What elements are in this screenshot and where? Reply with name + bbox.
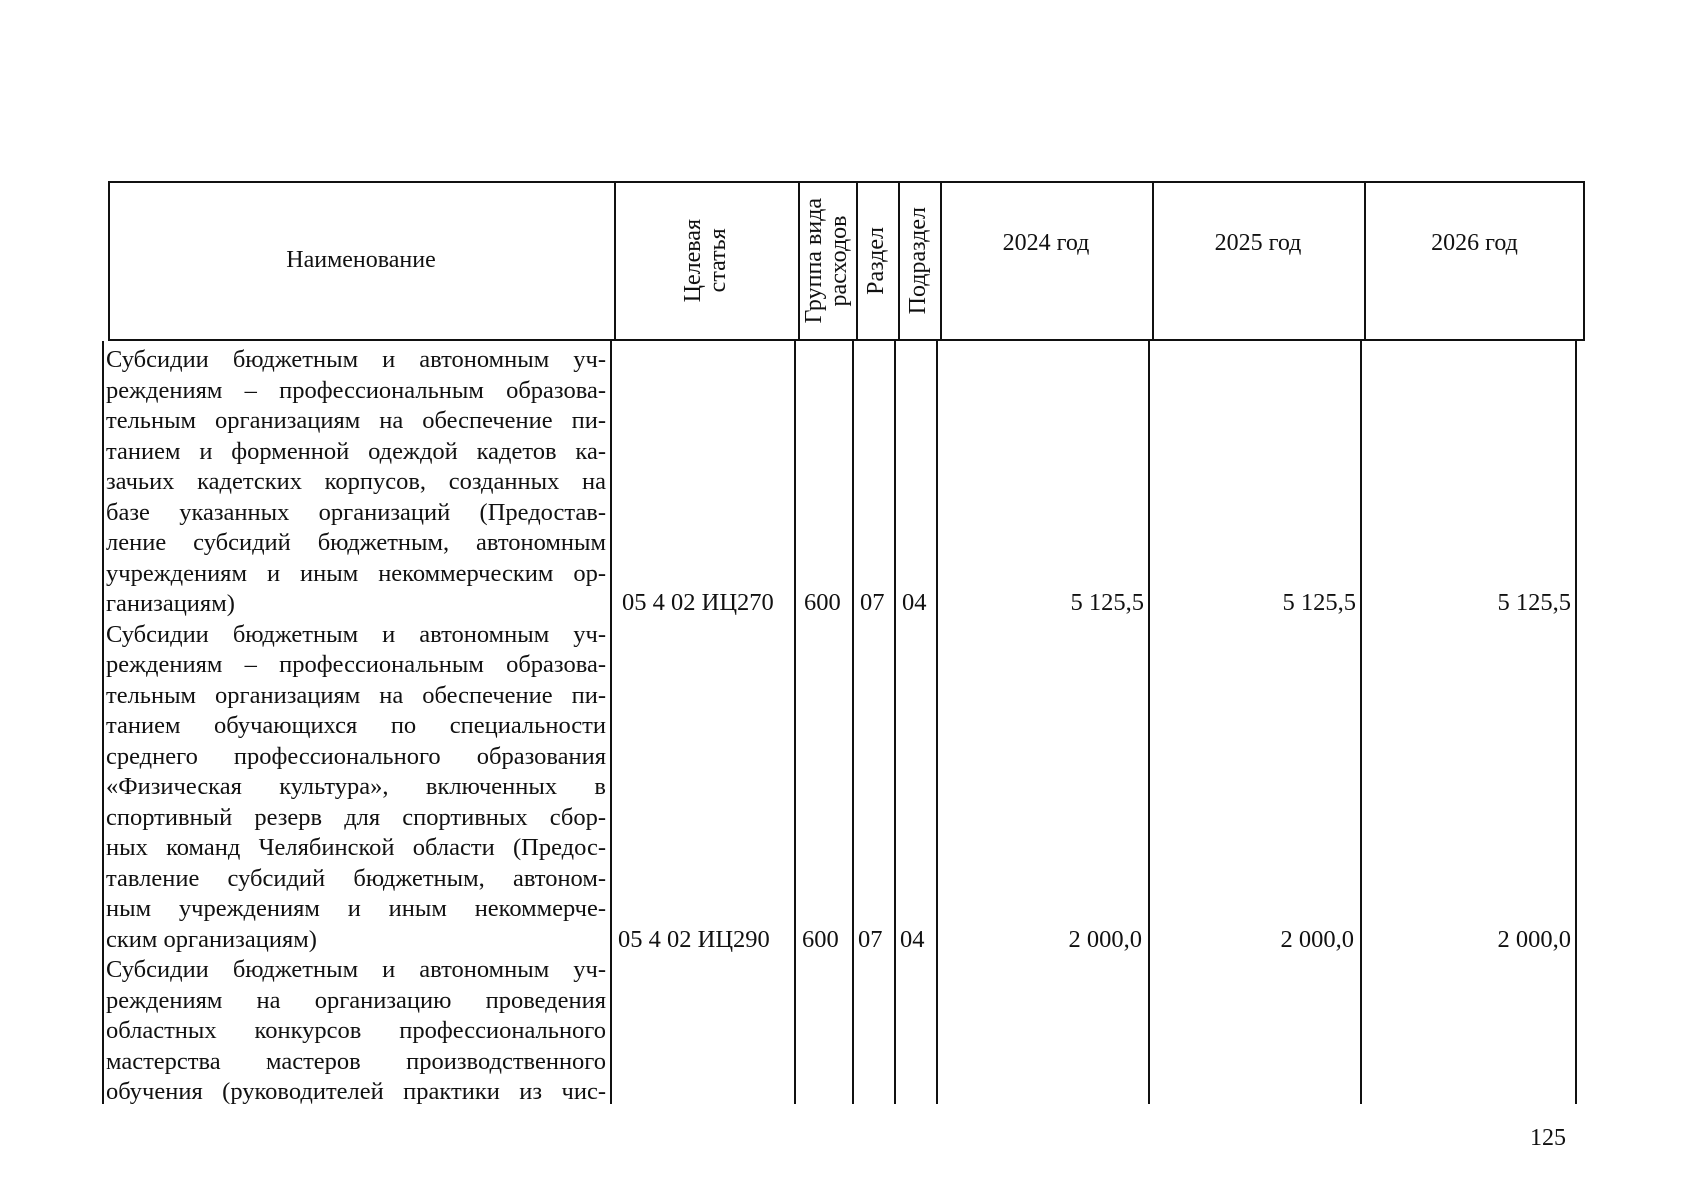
row2-2026: 2 000,0 — [1497, 926, 1571, 953]
row1-name-line: базе указанных организаций (Предостав- — [106, 498, 606, 526]
row1-name-line: танием и форменной одеждой кадетов ка- — [106, 437, 606, 465]
header-2024: 2024 год — [1002, 230, 1090, 256]
row1-2026: 5 125,5 — [1497, 589, 1571, 616]
name-column — [106, 345, 606, 1108]
row1-name-line: зачьих кадетских корпусов, созданных на — [106, 468, 606, 495]
row2-2025: 2 000,0 — [1280, 926, 1354, 953]
row2-name-line: ным учреждениям и иным некоммерче- — [106, 895, 606, 922]
header-name-text: Наименование — [286, 247, 436, 274]
header-2025: 2025 год — [1214, 230, 1302, 256]
header-section-text: Раздел — [863, 227, 890, 295]
row2-name-line: тельным организациям на обеспечение пи- — [106, 681, 606, 709]
body-left-border — [102, 341, 104, 1104]
row3-name-line: областных конкурсов профессионального — [106, 1017, 606, 1044]
header-subsection — [898, 181, 940, 341]
header-group-text: Группа вида расходов — [800, 198, 852, 324]
row1-name-line: тельным организациям на обеспечение пи- — [106, 407, 606, 434]
row1-group: 600 — [804, 589, 841, 616]
page-number: 125 — [1530, 1125, 1566, 1151]
body-col-divider — [852, 341, 854, 1104]
row2-name-line: танием обучающихся по специальности — [106, 712, 606, 739]
row3-name-line: реждениям на организацию проведения — [106, 986, 606, 1014]
row2-name-line: тавление субсидий бюджетным, автоном- — [106, 864, 606, 892]
row2-2024: 2 000,0 — [1068, 926, 1142, 953]
row1-name-line: ганизациям) — [106, 590, 235, 617]
row1-name-line: Субсидии бюджетным и автономным уч- — [106, 346, 606, 373]
row1-name-line: реждениям – профессиональным образова- — [106, 376, 606, 404]
body-col-divider — [1360, 341, 1362, 1104]
header-group — [798, 181, 856, 341]
row2-section: 07 — [858, 926, 883, 953]
row1-section: 07 — [860, 589, 885, 616]
body-col-divider — [1148, 341, 1150, 1104]
row2-name-line: ных команд Челябинской области (Предос- — [106, 834, 606, 861]
body-col-divider — [1575, 341, 1577, 1104]
body-col-divider — [936, 341, 938, 1104]
row2-target: 05 4 02 ИЦ290 — [618, 926, 770, 953]
row2-subsection: 04 — [900, 926, 925, 953]
row3-name-line: обучения (руководителей практики из чис- — [106, 1078, 606, 1105]
row1-name-line: учреждениям и иным некоммерческим ор- — [106, 559, 606, 587]
row1-subsection: 04 — [902, 589, 927, 616]
header-subsection-text: Подраздел — [905, 207, 932, 315]
row2-name-line: спортивный резерв для спортивных сбор- — [106, 803, 606, 831]
row1-2025: 5 125,5 — [1282, 589, 1356, 616]
header-2026: 2026 год — [1431, 230, 1518, 256]
row2-name-line: ским организациям) — [106, 925, 317, 953]
header-target-text: Целевая статья — [679, 219, 731, 303]
body-col-divider — [794, 341, 796, 1104]
row2-name-line: Субсидии бюджетным и автономным уч- — [106, 620, 606, 648]
body-col-divider — [894, 341, 896, 1104]
row2-name-line: «Физическая культура», включенных в — [106, 773, 606, 800]
row1-name-line: ление субсидий бюджетным, автономным — [106, 529, 606, 556]
row1-2024: 5 125,5 — [1070, 589, 1144, 616]
row2-group: 600 — [802, 926, 839, 953]
header-section — [856, 181, 898, 341]
header-name — [108, 181, 614, 341]
body-col-divider — [610, 341, 612, 1104]
row2-name-line: среднего профессионального образования — [106, 742, 606, 770]
row3-name-line: Субсидии бюджетным и автономным уч- — [106, 956, 606, 983]
row3-name-line: мастерства мастеров производственного — [106, 1047, 606, 1075]
row1-target: 05 4 02 ИЦ270 — [622, 589, 774, 616]
header-target — [614, 181, 798, 341]
row2-name-line: реждениям – профессиональным образова- — [106, 651, 606, 678]
